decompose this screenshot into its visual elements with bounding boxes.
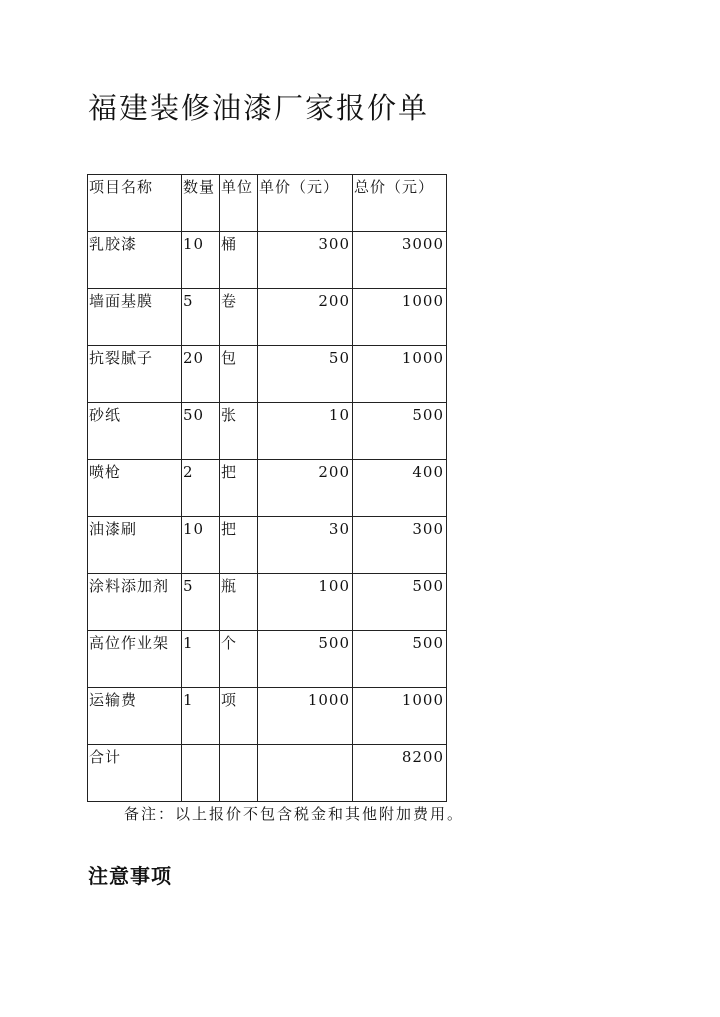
item-name-cell: 抗裂腻子: [88, 346, 182, 403]
empty-cell: [258, 745, 353, 802]
table-row: [88, 688, 447, 745]
table-row: [88, 631, 447, 688]
unit-cell: 项: [220, 688, 258, 745]
quantity-cell: 1: [182, 688, 220, 745]
quantity-cell: 5: [182, 574, 220, 631]
quote-table: [87, 174, 447, 802]
total-price-cell: 300: [353, 517, 447, 574]
header-cell-unit: 单位: [220, 175, 258, 232]
unit-price-cell: 300: [258, 232, 353, 289]
page-title: 福建装修油漆厂家报价单: [88, 91, 430, 125]
section-heading: 注意事项: [88, 864, 172, 888]
unit-price-cell: 200: [258, 289, 353, 346]
remark-note: 备注：以上报价不包含税金和其他附加费用。: [124, 805, 465, 823]
quantity-cell: 1: [182, 631, 220, 688]
table-row: [88, 403, 447, 460]
unit-cell: 桶: [220, 232, 258, 289]
table-header-row: [88, 175, 447, 232]
header-cell-total-price: 总价（元）: [353, 175, 447, 232]
item-name-cell: 涂料添加剂: [88, 574, 182, 631]
total-label-cell: 合计: [88, 745, 182, 802]
unit-price-cell: 500: [258, 631, 353, 688]
quantity-cell: 10: [182, 232, 220, 289]
unit-cell: 瓶: [220, 574, 258, 631]
item-name-cell: 油漆刷: [88, 517, 182, 574]
item-name-cell: 喷枪: [88, 460, 182, 517]
table-row: [88, 460, 447, 517]
total-price-cell: 400: [353, 460, 447, 517]
unit-cell: 把: [220, 460, 258, 517]
table-row: [88, 289, 447, 346]
total-price-cell: 3000: [353, 232, 447, 289]
total-price-cell: 1000: [353, 289, 447, 346]
unit-price-cell: 100: [258, 574, 353, 631]
unit-price-cell: 10: [258, 403, 353, 460]
unit-cell: 包: [220, 346, 258, 403]
unit-cell: 个: [220, 631, 258, 688]
total-price-cell: 500: [353, 403, 447, 460]
header-cell-unit-price: 单价（元）: [258, 175, 353, 232]
total-price-cell: 1000: [353, 688, 447, 745]
grand-total-cell: 8200: [353, 745, 447, 802]
item-name-cell: 高位作业架: [88, 631, 182, 688]
item-name-cell: 乳胶漆: [88, 232, 182, 289]
table-row: [88, 346, 447, 403]
table-total-row: [88, 745, 447, 802]
quantity-cell: 50: [182, 403, 220, 460]
total-price-cell: 500: [353, 631, 447, 688]
quantity-cell: 10: [182, 517, 220, 574]
empty-cell: [220, 745, 258, 802]
unit-cell: 卷: [220, 289, 258, 346]
unit-price-cell: 50: [258, 346, 353, 403]
quantity-cell: 5: [182, 289, 220, 346]
unit-cell: 把: [220, 517, 258, 574]
table-row: [88, 574, 447, 631]
table-row: [88, 517, 447, 574]
unit-price-cell: 1000: [258, 688, 353, 745]
total-price-cell: 500: [353, 574, 447, 631]
header-cell-item: 项目名称: [88, 175, 182, 232]
item-name-cell: 砂纸: [88, 403, 182, 460]
unit-price-cell: 200: [258, 460, 353, 517]
empty-cell: [182, 745, 220, 802]
unit-price-cell: 30: [258, 517, 353, 574]
total-price-cell: 1000: [353, 346, 447, 403]
item-name-cell: 运输费: [88, 688, 182, 745]
unit-cell: 张: [220, 403, 258, 460]
item-name-cell: 墙面基膜: [88, 289, 182, 346]
quantity-cell: 20: [182, 346, 220, 403]
quantity-cell: 2: [182, 460, 220, 517]
header-cell-quantity: 数量: [182, 175, 220, 232]
table-row: [88, 232, 447, 289]
